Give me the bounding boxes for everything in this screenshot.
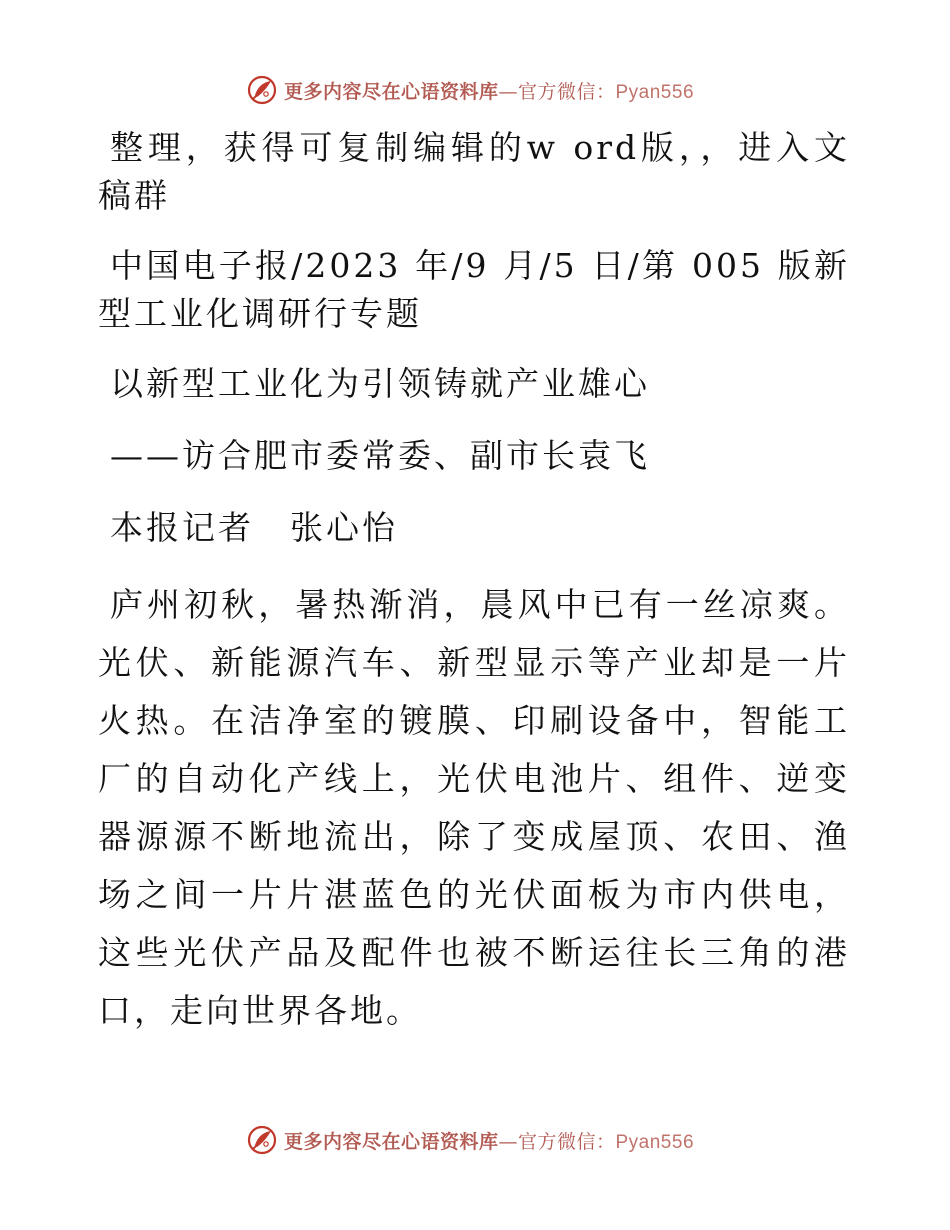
footer-banner-official: 官方微信：	[517, 1130, 616, 1153]
header-banner-text	[284, 77, 694, 104]
pen-logo-icon	[246, 1124, 278, 1156]
article-title: 以新型工业化为引领铸就产业雄心	[110, 364, 650, 403]
footer-banner-main: 更多内容尽在心语资料库	[283, 1130, 499, 1153]
paragraph-body: 庐州初秋，暑热渐消，晨风中已有一丝凉爽。光伏、新能源汽车、新型显示等产业却是一片火热。在洁净室的镀膜、印刷设备中，智能工厂的自动化产线上，光伏电池片、组件、逆变器源源不断地流出，除了变成屋顶、农田、渔场之间一片片湛蓝色的光伏面板为市内供电，这些光伏产品及配件也被不断运往长三角的港口，走向世界各地。	[98, 585, 850, 1030]
article-byline: 本报记者 张心怡	[110, 508, 398, 547]
header-banner-dash: —	[498, 80, 518, 103]
footer-banner-text	[284, 1127, 694, 1154]
article-subtitle: ——访合肥市委常委、副市长袁飞	[110, 436, 650, 475]
header-banner	[0, 70, 950, 110]
header-banner-main: 更多内容尽在心语资料库	[283, 80, 499, 103]
footer-banner-dash: —	[498, 1130, 518, 1153]
paragraph-intro: 整理，获得可复制编辑的w ord版，，进入文稿群	[98, 128, 850, 215]
paragraph-source: 中国电子报/2023 年/9 月/5 日/第 005 版新型工业化调研行专题	[98, 246, 850, 333]
footer-banner-wechat-id: Pyan556	[615, 1131, 695, 1153]
footer-banner-inner	[246, 1124, 694, 1156]
header-banner-inner	[246, 74, 694, 106]
header-banner-official: 官方微信：	[517, 80, 616, 103]
document-body	[98, 120, 850, 1040]
pen-logo-icon	[246, 74, 278, 106]
header-banner-wechat-id: Pyan556	[615, 81, 695, 103]
footer-banner	[0, 1120, 950, 1160]
